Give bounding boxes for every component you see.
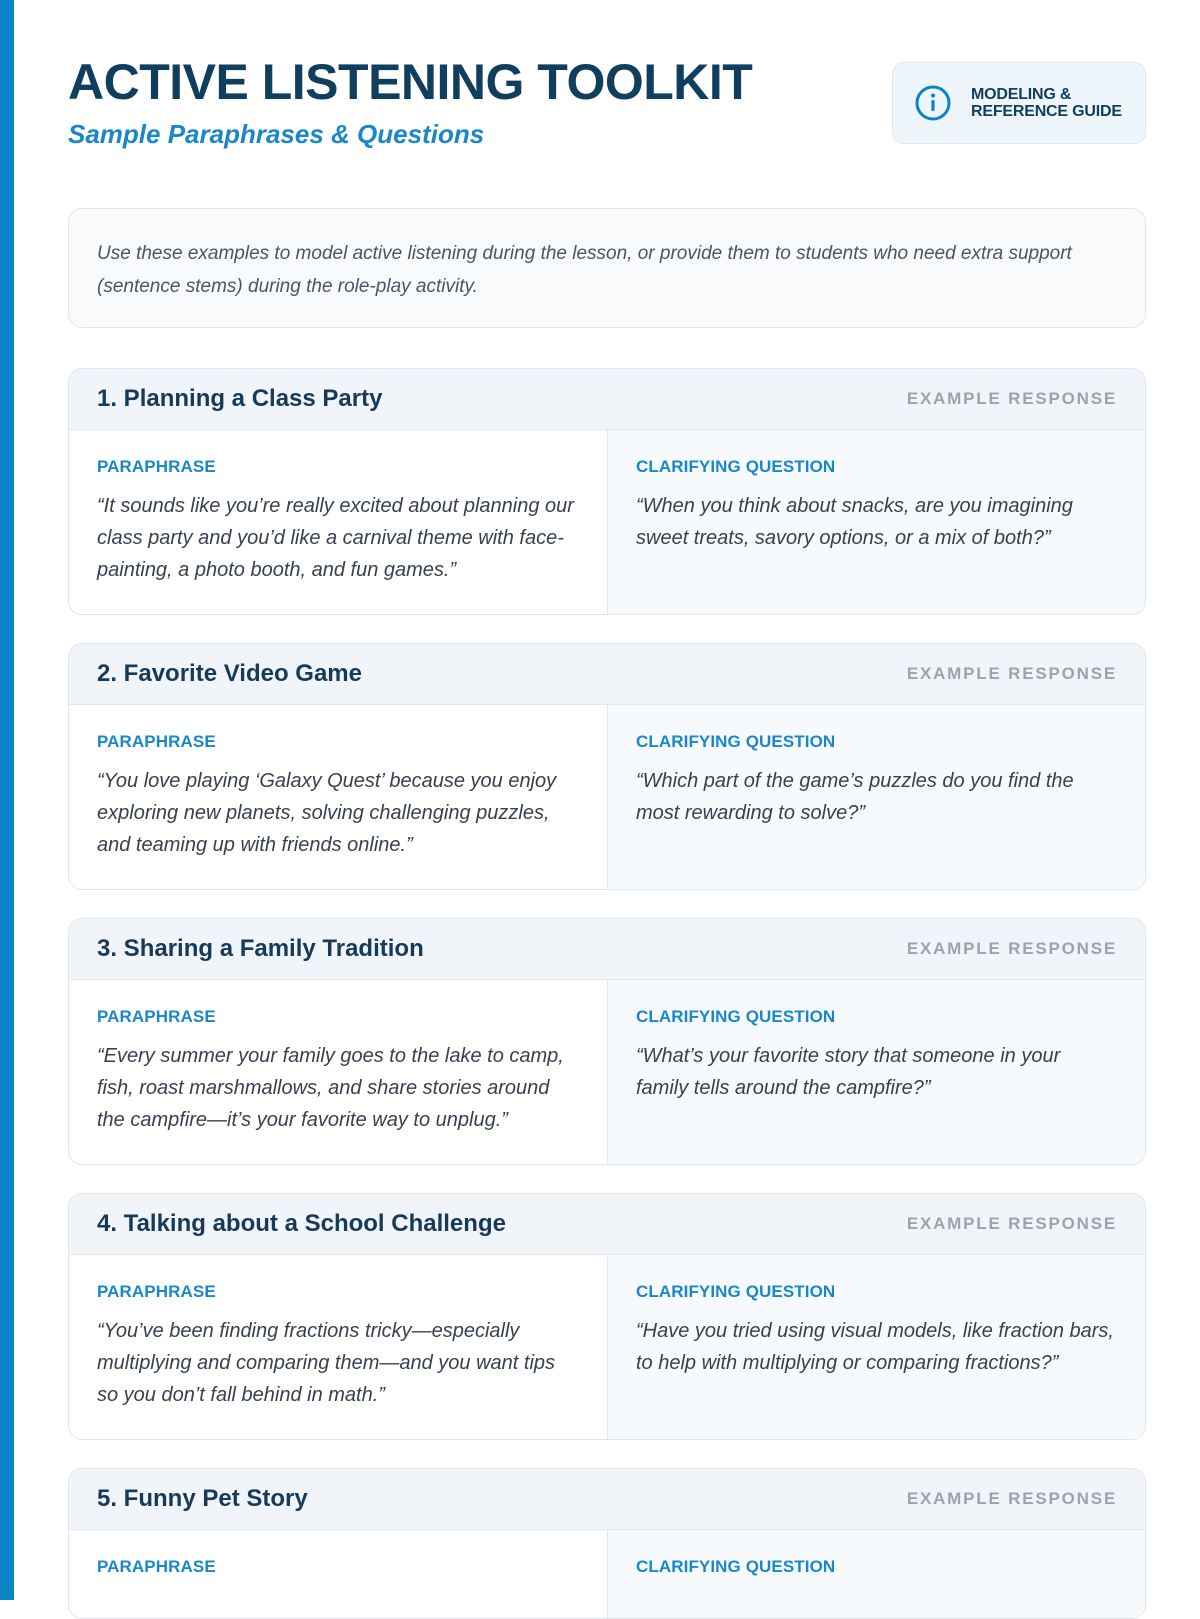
page-title: ACTIVE LISTENING TOOLKIT bbox=[68, 54, 753, 110]
paraphrase-text: “You love playing ‘Galaxy Quest’ because you enjoy exploring new planets, solving challenging puzzles, and teaming up with friends online.” bbox=[97, 770, 557, 856]
info-icon bbox=[913, 83, 953, 123]
reference-guide-badge bbox=[892, 62, 1146, 144]
scenario-card bbox=[68, 643, 1146, 890]
page-header bbox=[68, 0, 1146, 190]
scenario-title: 5. Funny Pet Story bbox=[97, 1485, 308, 1512]
paraphrase-column bbox=[69, 1530, 607, 1618]
scenario-title: 4. Talking about a School Challenge bbox=[97, 1210, 506, 1237]
question-label: CLARIFYING QUESTION bbox=[636, 732, 836, 751]
scenario-card bbox=[68, 1468, 1146, 1619]
example-response-tag: EXAMPLE RESPONSE bbox=[906, 939, 1117, 958]
question-label: CLARIFYING QUESTION bbox=[636, 457, 836, 476]
question-column bbox=[607, 430, 1145, 614]
question-label: CLARIFYING QUESTION bbox=[636, 1007, 836, 1026]
left-accent-bar bbox=[0, 0, 14, 1600]
paraphrase-column bbox=[69, 1255, 607, 1439]
scenario-card bbox=[68, 918, 1146, 1165]
scenario-header bbox=[69, 644, 1145, 705]
paraphrase-text: “Every summer your family goes to the lake to camp, fish, roast marshmallows, and share stories around the campfire—it’s your favorite way to unplug.” bbox=[97, 1045, 564, 1131]
question-text: “Have you tried using visual models, like fraction bars, to help with multiplying or comparing fractions?” bbox=[636, 1320, 1114, 1374]
scenario-card bbox=[68, 1193, 1146, 1440]
example-response-tag: EXAMPLE RESPONSE bbox=[906, 389, 1117, 408]
paraphrase-label: PARAPHRASE bbox=[97, 457, 216, 476]
intro-note: Use these examples to model active listening during the lesson, or provide them to students who need extra support (sentence stems) during the role-play activity. bbox=[68, 208, 1146, 328]
scenario-card bbox=[68, 368, 1146, 615]
paraphrase-text: “It sounds like you’re really excited about planning our class party and you’d like a carnival theme with face-painting, a photo booth, and fun games.” bbox=[97, 495, 574, 581]
paraphrase-label: PARAPHRASE bbox=[97, 732, 216, 751]
question-label: CLARIFYING QUESTION bbox=[636, 1282, 836, 1301]
scenario-header bbox=[69, 1194, 1145, 1255]
scenario-header bbox=[69, 1469, 1145, 1530]
scenario-header bbox=[69, 919, 1145, 980]
scenario-header bbox=[69, 369, 1145, 430]
page bbox=[68, 0, 1146, 1619]
scenario-body bbox=[69, 430, 1145, 614]
paraphrase-column bbox=[69, 980, 607, 1164]
paraphrase-label: PARAPHRASE bbox=[97, 1282, 216, 1301]
scenario-body bbox=[69, 705, 1145, 889]
question-column bbox=[607, 1255, 1145, 1439]
paraphrase-text: “You’ve been finding fractions tricky—especially multiplying and comparing them—and you want tips so you don’t fall behind in math.” bbox=[97, 1320, 556, 1406]
example-response-tag: EXAMPLE RESPONSE bbox=[906, 1489, 1117, 1508]
paraphrase-column bbox=[69, 705, 607, 889]
question-label: CLARIFYING QUESTION bbox=[636, 1557, 836, 1576]
scenario-title: 2. Favorite Video Game bbox=[97, 660, 362, 687]
question-column bbox=[607, 980, 1145, 1164]
scenario-title: 1. Planning a Class Party bbox=[97, 385, 383, 412]
paraphrase-column bbox=[69, 430, 607, 614]
page-subtitle: Sample Paraphrases & Questions bbox=[68, 119, 485, 149]
paraphrase-label: PARAPHRASE bbox=[97, 1007, 216, 1026]
question-text: “What’s your favorite story that someone in your family tells around the campfire?” bbox=[636, 1045, 1061, 1099]
question-column bbox=[607, 1530, 1145, 1618]
badge-label bbox=[971, 86, 1122, 120]
badge-line-1: MODELING & bbox=[971, 86, 1072, 103]
example-response-tag: EXAMPLE RESPONSE bbox=[906, 1214, 1117, 1233]
question-text: “Which part of the game’s puzzles do you find the most rewarding to solve?” bbox=[636, 770, 1074, 824]
question-text: “When you think about snacks, are you imagining sweet treats, savory options, or a mix of both?” bbox=[636, 495, 1073, 549]
example-response-tag: EXAMPLE RESPONSE bbox=[906, 664, 1117, 683]
question-column bbox=[607, 705, 1145, 889]
scenario-body bbox=[69, 1530, 1145, 1618]
paraphrase-label: PARAPHRASE bbox=[97, 1557, 216, 1576]
badge-line-2: REFERENCE GUIDE bbox=[971, 103, 1122, 120]
scenario-body bbox=[69, 1255, 1145, 1439]
scenario-body bbox=[69, 980, 1145, 1164]
scenario-title: 3. Sharing a Family Tradition bbox=[97, 935, 424, 962]
